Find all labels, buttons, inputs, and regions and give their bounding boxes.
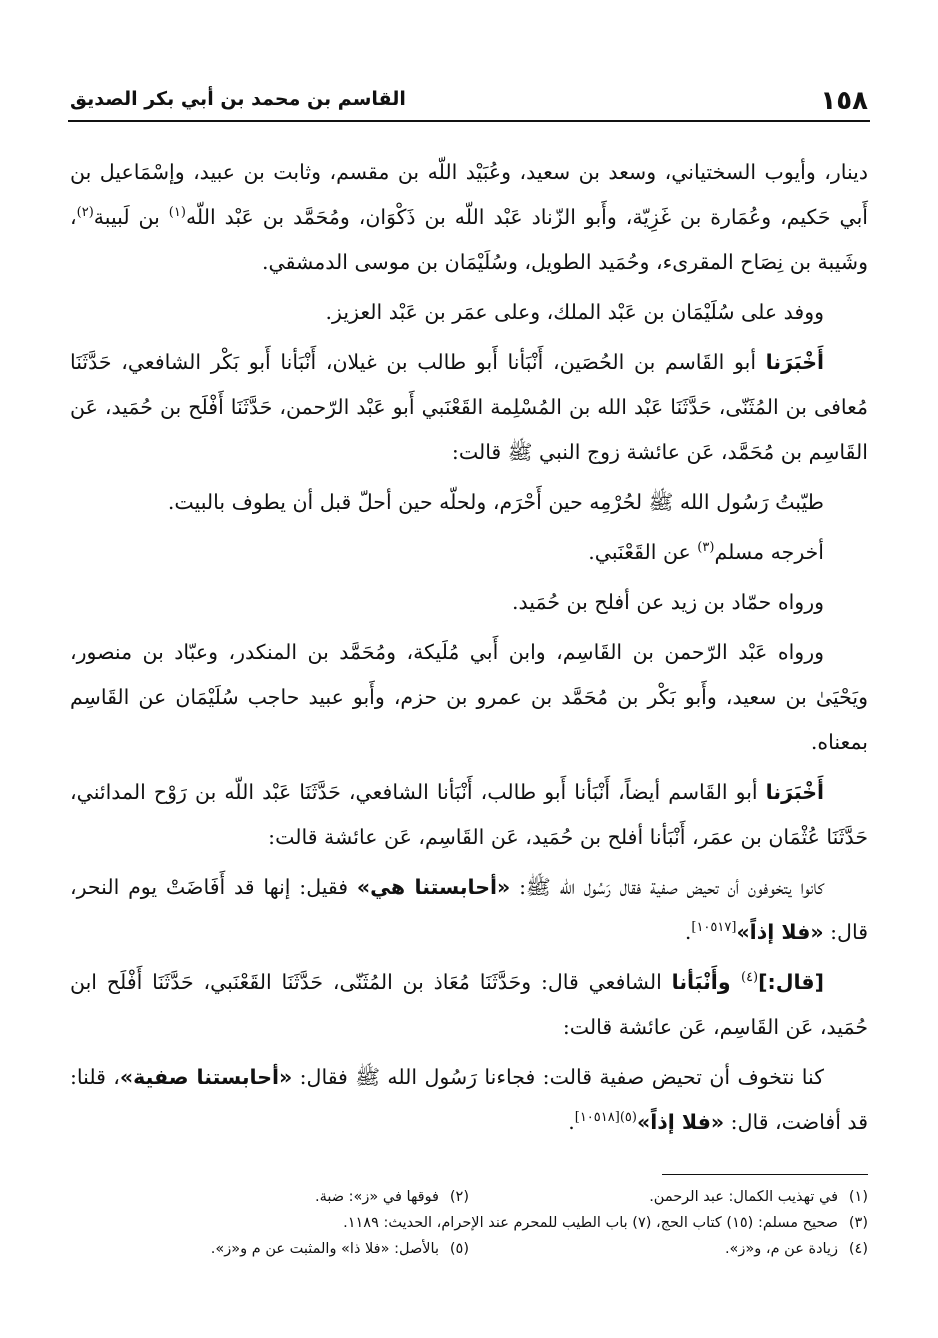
hadith-3-quote-2: «فلا إذاً» bbox=[636, 1110, 725, 1134]
hadith-2-quote-1: «أحابستنا هي» bbox=[356, 875, 511, 899]
footnote-2 bbox=[70, 1184, 469, 1210]
running-title: القاسم بن محمد بن أبي بكر الصديق bbox=[70, 88, 406, 110]
paragraph-10 bbox=[70, 960, 868, 1050]
footnote-ref-3: (٣) bbox=[697, 540, 715, 556]
paragraph-3-text: أبو القَاسم بن الحُصَين، أَنْبَأنا أَبو طالب بن غيلان، أَنْبَأنا أَبو بَكْر الشافعي، حَدَّثَنَا مُعافى بن المُثَنّى، حَدَّثَنَا عَبْد الله بن المُسْلِمة القَعْنَبي أَبو عَبْد الرّحمن، حَدَّثَنَا أَفْلَح بن حُمَيد، عَن القَاسِم بن مُحَمَّد، عَن عائشة زوج النبي ﷺ قالت: bbox=[70, 350, 868, 464]
paragraph-8 bbox=[70, 770, 868, 860]
hadith-3-ref-number: [١٠٥١٨] bbox=[574, 1110, 620, 1126]
footnote-5 bbox=[70, 1236, 469, 1262]
page-header bbox=[68, 84, 870, 122]
qala-bracket: [قال:] bbox=[758, 970, 824, 994]
hadith-text-1: طيّبتُ رَسُول الله ﷺ لحُرْمِه حين أَحْرَم، ولحلّه حين أحلّ قبل أن يطوف بالبيت. bbox=[167, 490, 824, 514]
footnote-divider bbox=[662, 1174, 868, 1175]
footnote-5-text: بالأصل: «فلا ذا» والمثبت عن م و«ز». bbox=[210, 1241, 439, 1257]
footnote-row bbox=[70, 1184, 868, 1210]
paragraph-1-text-b: بن لَبيبة bbox=[93, 205, 169, 229]
footnote-2-number: (٢) bbox=[449, 1189, 469, 1205]
footnote-2-text: فوقها في «ز»: ضبة. bbox=[314, 1189, 439, 1205]
footnote-ref-4: (٤) bbox=[740, 970, 759, 986]
paragraph-10-text: الشافعي قال: وحَدَّثَنَا مُعَاذ بن المُثَنّى، حَدَّثَنَا القَعْنَبي، حَدَّثَنَا أَفْلَح ابن حُمَيد، عَن القَاسِم، عَن عائشة قالت: bbox=[70, 970, 868, 1039]
hadith-text-2 bbox=[70, 865, 868, 955]
paragraph-5-text-a: أخرجه مسلم bbox=[714, 540, 824, 564]
footnotes bbox=[70, 1184, 868, 1262]
main-text bbox=[70, 150, 868, 1150]
hadith-3-text-a: كنا نتخوف أن تحيض صفية قالت: فجاءنا رَسُول الله ﷺ فقال: bbox=[292, 1065, 824, 1089]
akhbarana-lead-2: أَخْبَرَنا bbox=[765, 780, 824, 804]
footnote-row bbox=[70, 1210, 868, 1236]
footnote-ref-1: (١) bbox=[168, 205, 186, 221]
paragraph-6: ورواه حمّاد بن زيد عن أفلح بن حُمَيد. bbox=[512, 590, 824, 614]
footnote-row bbox=[70, 1236, 868, 1262]
hadith-3-text-b: ، قلنا: قد أفاضت، قال: bbox=[70, 1065, 868, 1134]
footnote-5-number: (٥) bbox=[449, 1241, 469, 1257]
footnote-3-text: صحيح مسلم: (١٥) كتاب الحج، (٧) باب الطيب للمحرم عند الإحرام، الحديث: ١١٨٩. bbox=[343, 1215, 838, 1231]
footnote-4 bbox=[469, 1236, 868, 1262]
hadith-2-text-b: فقيل: إنها قد أَفَاضَتْ يوم النحر، قال: bbox=[70, 875, 868, 944]
footnote-ref-5: (٥) bbox=[619, 1110, 637, 1126]
akhbarana-lead: أَخْبَرَنا bbox=[765, 350, 824, 374]
paragraph-5 bbox=[70, 530, 868, 575]
paragraph-1-text-c: ، وشَيبة بن نِصَاح المقرىء، وحُمَيد الطويل، وسُلَيْمَان بن موسى الدمشقي. bbox=[70, 205, 868, 274]
hadith-3-end: . bbox=[568, 1110, 575, 1134]
footnote-3 bbox=[70, 1210, 868, 1236]
paragraph-8-text: أبو القَاسم أيضاً، أَنْبَأنا أَبو طالب، أَنْبَأنا الشافعي، حَدَّثَنَا عَبْد اللّه بن رَوْح المدائني، حَدَّثَنَا عُثْمَان بن عمَر، أَنْبَأنا أفلح بن حُمَيد، عَن القَاسِم، عَن عائشة قالت: bbox=[70, 780, 868, 849]
hadith-2-end: . bbox=[684, 920, 692, 944]
footnote-1-number: (١) bbox=[848, 1189, 868, 1205]
footnote-1 bbox=[469, 1184, 868, 1210]
page-number: ١٥٨ bbox=[820, 86, 868, 116]
paragraph-1 bbox=[70, 150, 868, 285]
paragraph-3 bbox=[70, 340, 868, 475]
hadith-2-text-a: كانوا يتخوفون أن تحيض صفية فقال رَسُول الله ﷺ: bbox=[510, 875, 824, 899]
paragraph-2: ووفد على سُلَيْمَان بن عَبْد الملك، وعلى عمَر بن عَبْد العزيز. bbox=[325, 300, 824, 324]
hadith-2-quote-2: «فلا إذاً» bbox=[736, 920, 824, 944]
footnote-4-number: (٤) bbox=[848, 1241, 868, 1257]
paragraph-5-text-b: عن القَعْنَبي. bbox=[588, 540, 698, 564]
footnote-ref-2: (٢) bbox=[76, 205, 94, 221]
footnote-1-text: في تهذيب الكمال: عبد الرحمن. bbox=[649, 1189, 838, 1205]
paragraph-7: ورواه عَبْد الرّحمن بن القَاسِم، وابن أَبي مُلَيكة، ومُحَمَّد بن المنكدر، وعبّاد بن منصور، ويَحْيَىٰ بن سعيد، وأَبو بَكْر بن مُحَمَّد بن عمرو بن حزم، وأَبو عبيد حاجب سُلَيْمَان عن القَاسِم بمعناه. bbox=[70, 640, 868, 754]
hadith-text-3 bbox=[70, 1055, 868, 1145]
footnote-4-text: زيادة عن م، و«ز». bbox=[724, 1241, 838, 1257]
footnote-3-number: (٣) bbox=[848, 1215, 868, 1231]
hadith-3-quote-1: «أحابستنا صفية» bbox=[119, 1065, 293, 1089]
anbaana-lead: وأَنْبَأنا bbox=[671, 970, 741, 994]
hadith-2-ref-number: [١٠٥١٧] bbox=[691, 920, 737, 936]
paragraph-1-text: دينار، وأيوب السختياني، وسعد بن سعيد، وعُبَيْد اللّه بن مقسم، وثابت بن عبيد، وإسْمَاعيل بن أَبي حَكيم، وعُمَارة بن غَزِيّة، وأَبو الزّناد عَبْد اللّه بن ذَكْوَان، ومُحَمَّد بن عَبْد اللّه bbox=[70, 160, 868, 229]
